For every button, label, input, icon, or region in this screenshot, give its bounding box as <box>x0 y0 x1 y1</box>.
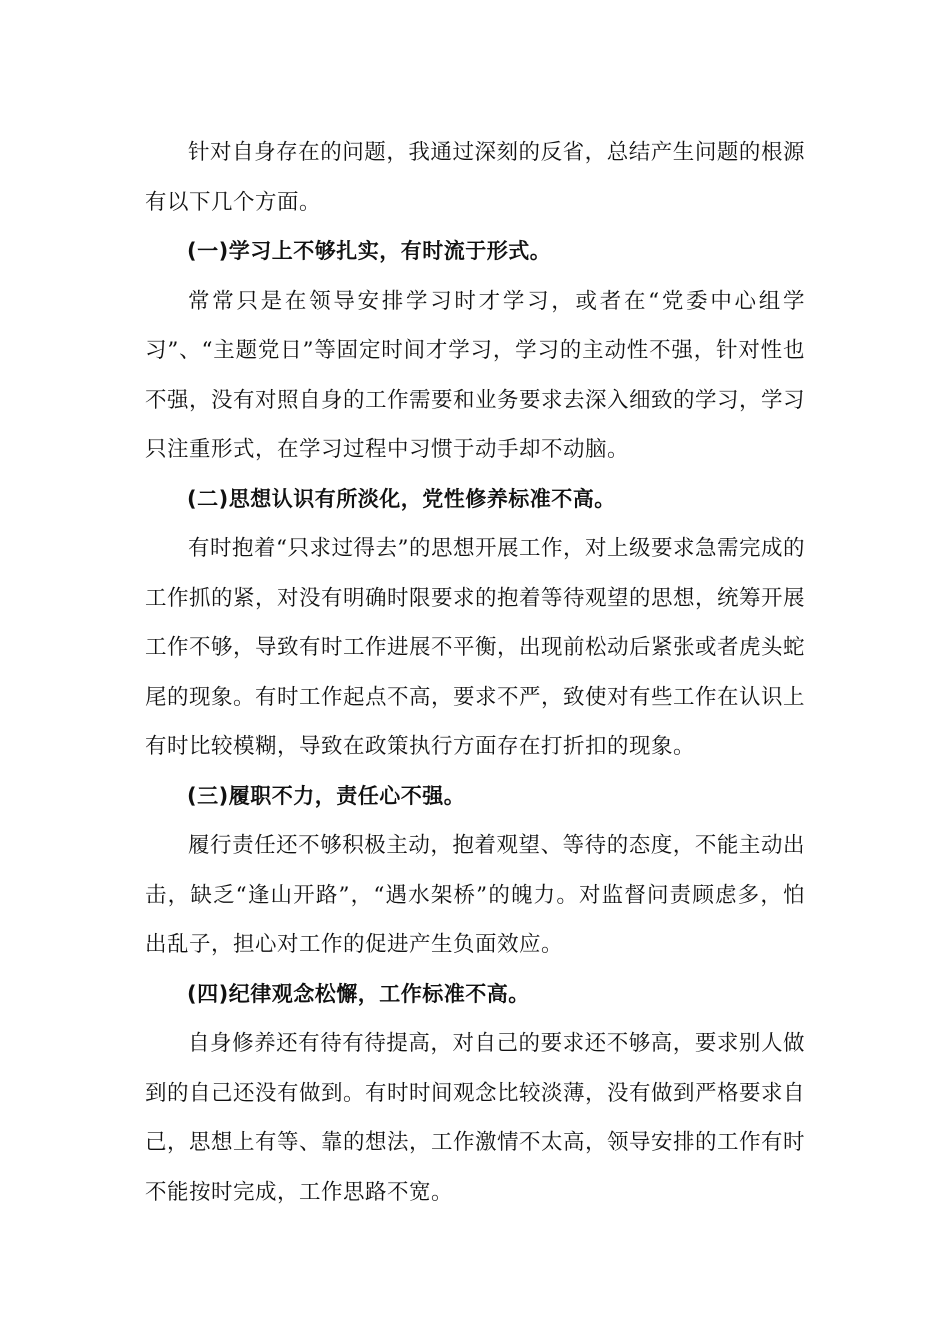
section-2-paragraph: 有时抱着“只求过得去”的思想开展工作，对上级要求急需完成的工作抓的紧，对没有明确时限要求的抱着等待观望的思想，统筹开展工作不够，导致有时工作进展不平衡，出现前松动后紧张或者虎头蛇尾的现象。有时工作起点不高，要求不严，致使对有些工作在认识上有时比较模糊，导致在政策执行方面存在打折扣的现象。 <box>145 536 806 759</box>
section-heading-2: (二)思想认识有所淡化，党性修养标准不高。 <box>187 486 616 511</box>
section-1-paragraph: 常常只是在领导安排学习时才学习，或者在“党委中心组学习”、“主题党日”等固定时间才学习，学习的主动性不强，针对性也不强，没有对照自身的工作需要和业务要求去深入细致的学习，学习只注重形式，在学习过程中习惯于动手却不动脑。 <box>145 288 806 462</box>
section-4-paragraph: 自身修养还有待有待提高，对自己的要求还不够高，要求别人做到的自己还没有做到。有时时间观念比较淡薄，没有做到严格要求自己，思想上有等、靠的想法，工作激情不太高，领导安排的工作有时不能按时完成，工作思路不宽。 <box>145 1031 806 1205</box>
section-3-paragraph: 履行责任还不够积极主动，抱着观望、等待的态度，不能主动出击，缺乏“逢山开路”，“遇水架桥”的魄力。对监督问责顾虑多，怕出乱子，担心对工作的促进产生负面效应。 <box>145 833 805 957</box>
section-heading-1: (一)学习上不够扎实，有时流于形式。 <box>187 239 552 263</box>
section-heading-4: (四)纪律观念松懈，工作标准不高。 <box>187 981 530 1006</box>
document-body <box>145 128 805 1217</box>
intro-paragraph: 针对自身存在的问题，我通过深刻的反省，总结产生问题的根源有以下几个方面。 <box>145 140 805 215</box>
section-heading-3: (三)履职不力，责任心不强。 <box>187 783 466 808</box>
